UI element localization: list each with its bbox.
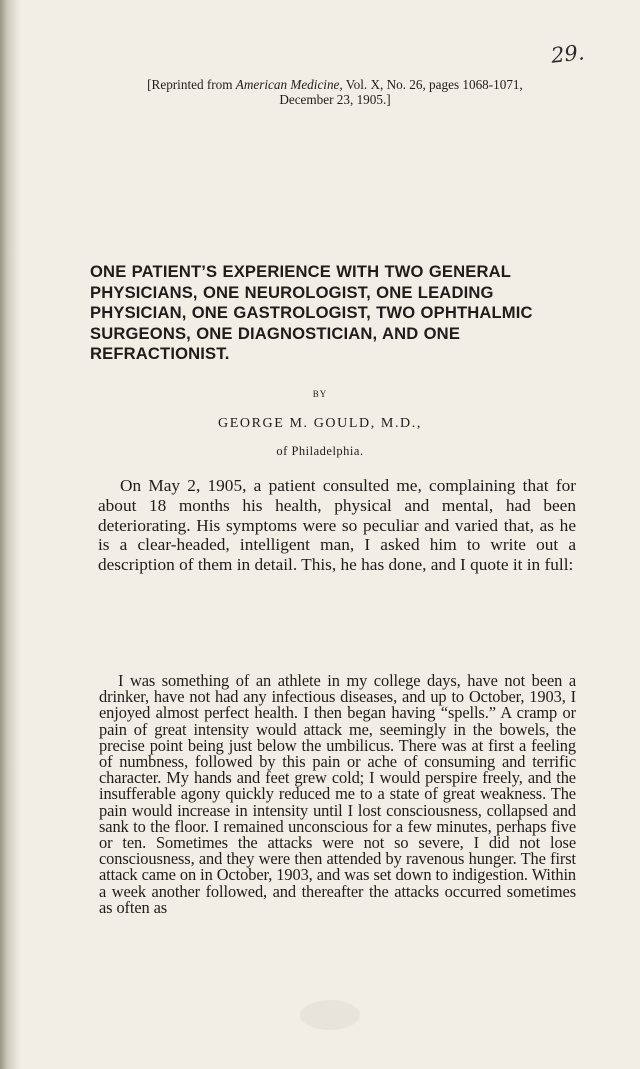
paper-stain	[300, 1000, 360, 1030]
handwritten-page-number: 29.	[549, 40, 586, 68]
reprint-prefix: [Reprinted from	[147, 77, 236, 92]
reprint-details: Vol. X, No. 26, pages 1068-1071,	[342, 77, 523, 92]
intro-paragraph: On May 2, 1905, a patient consulted me, complaining that for about 18 months his health, physical and mental, had been deteriorating. His symptoms were so peculiar and varied that, as he is a clear-headed, intelligent man, I asked him to write out a description of them in detail. This, he has done, and I quote it in full:	[98, 476, 576, 575]
byline-by: BY	[312, 389, 328, 399]
reprint-source-line	[95, 77, 575, 92]
patient-quote-paragraph: I was something of an athlete in my college days, have not been a drinker, have not had any infectious diseases, and up to October, 1903, I enjoyed almost perfect health. I then began having “spells.” A cramp or pain of great intensity would attack me, seemingly in the bowels, the precise point being just below the umbilicus. There was at first a feeling of numbness, followed by this pain or ache of consuming and terrific character. My hands and feet grew cold; I would perspire freely, and the insufferable agony quickly reduced me to a state of great weakness. The pain would increase in intensity until I lost consciousness, collapsed and sank to the floor. I remained unconscious for a few minutes, perhaps five or ten. Sometimes the attacks were not so severe, I did not lose consciousness, and they were then attended by ravenous hunger. The first attack came on in October, 1903, and was set down to indigestion. Within a week another followed, and thereafter the attacks occurred sometimes as often as	[99, 671, 576, 917]
reprint-date: December 23, 1905.]	[279, 92, 391, 107]
reprint-note	[95, 77, 575, 107]
journal-name: American Medicine,	[235, 77, 343, 92]
author-affiliation: of Philadelphia.	[276, 444, 364, 458]
binding-shadow	[0, 0, 22, 1069]
author-name: GEORGE M. GOULD, M.D.,	[218, 416, 422, 431]
article-title: ONE PATIENT’S EXPERIENCE WITH TWO GENERAL PHYSICIANS, ONE NEUROLOGIST, ONE LEADING PHYSICIAN, ONE GASTROLOGIST, TWO OPHTHALMIC SURGEONS, ONE DIAGNOSTICIAN, AND ONE REFRACTIONIST.	[90, 262, 533, 363]
